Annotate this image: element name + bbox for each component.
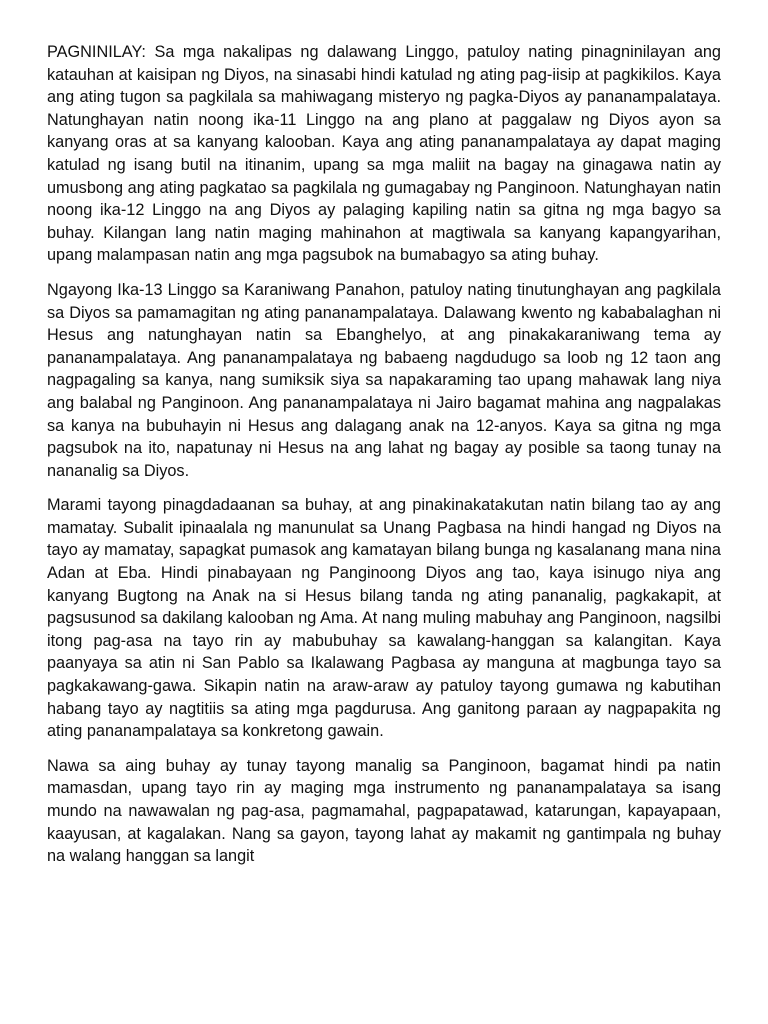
document-page bbox=[47, 41, 721, 880]
paragraph-ika-13-linggo: Ngayong Ika-13 Linggo sa Karaniwang Panahon, patuloy nating tinutunghayan ang pagkilala sa Diyos sa pamamagitan ng ating pananampalataya. Dalawang kwento ng kababalaghan ni Hesus ang natunghayan natin sa Ebanghelyo, at ang pinakakaraniwang tema ay pananampalataya. Ang pananampalataya ng babaeng nagdudugo sa loob ng 12 taon ang nagpagaling sa kanya, nang sumiksik siya sa napakaraming tao upang mahawak lang niya ang balabal ng Panginoon. Ang pananampalataya ni Jairo bagamat mahina ang nagpalakas sa kanya na bubuhayin ni Hesus ang dalagang anak na 12-anyos. Kaya sa gitna ng mga pagsubok na ito, napatunay ni Hesus na ang lahat ng bagay ay posible sa taong tunay na nananalig sa Diyos. bbox=[47, 280, 721, 480]
paragraph-nawa: Nawa sa aing buhay ay tunay tayong manalig sa Panginoon, bagamat hindi pa natin mamasdan, upang tayo rin ay maging mga instrumento ng pananampalataya sa isang mundo na nawawalan ng pag-asa, pagmamahal, pagpapatawad, katarungan, kapayapaan, kaayusan, at kagalakan. Nang sa gayon, tayong lahat ay makamit ng gantimpala ng buhay na walang hanggan sa langit bbox=[47, 756, 721, 866]
paragraph-pagninilay: PAGNINILAY: Sa mga nakalipas ng dalawang Linggo, patuloy nating pinagninilayan ang katauhan at kaisipan ng Diyos, na sinasabi hindi katulad ng ating pag-iisip at pagkikilos. Kaya ang ating tugon sa pagkilala sa mahiwagang misteryo ng pagka-Diyos ay pananampalataya. Natunghayan natin noong ika-11 Linggo na ang plano at paggalaw ng Diyos ayon sa kanyang oras at sa kanyang kalooban. Kaya ang ating pananampalataya ay dapat maging katulad ng isang butil na itinanim, upang sa mga maliit na bagay na ginagawa natin ay umusbong ang ating pagkatao sa pagkilala ng gumagabay ng Panginoon. Natunghayan natin noong ika-12 Linggo na ang Diyos ay palaging kapiling natin sa gitna ng mga bagyo sa buhay. Kilangan lang natin maging mahinahon at magtiwala sa kanyang kapangyarihan, upang malampasan natin ang mga pagsubok na bumabagyo sa ating buhay. bbox=[47, 43, 721, 265]
paragraph-pinagdadaanan: Marami tayong pinagdadaanan sa buhay, at ang pinakinakatakutan natin bilang tao ay ang mamatay. Subalit ipinaalala ng manunulat sa Unang Pagbasa na hindi hangad ng Diyos na tayo ay mamatay, sapagkat pumasok ang kamatayan bilang bunga ng kasalanang mana nina Adan at Eba. Hindi pinabayaan ng Panginoong Diyos ang tao, kaya isinugo niya ang kanyang Bugtong na Anak na si Hesus bilang tanda ng ating pananalig, pagkakapit, at pagsusunod sa dakilang kalooban ng Ama. At nang muling mabuhay ang Panginoon, nagsilbi itong pag-asa na tayo rin ay mabubuhay sa kawalang-hanggan sa kalangitan. Kaya paanyaya sa atin ni San Pablo sa Ikalawang Pagbasa ay manguna at magbunga tayo sa pagkakawang-gawa. Sikapin natin na araw-araw ay patuloy tayong gumawa ng kabutihan habang tayo ay nagtitiis sa ating mga pagdurusa. Ang ganitong paraan ay nagpapakita ng ating pananampalataya sa konkretong gawain. bbox=[47, 496, 721, 741]
